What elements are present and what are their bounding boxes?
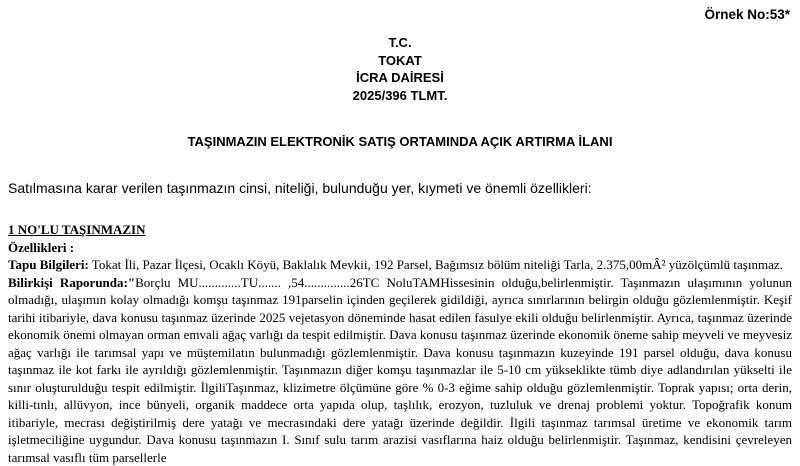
property-heading: 1 NO'LU TAŞINMAZIN <box>8 221 792 239</box>
intro-text: Satılmasına karar verilen taşınmazın cinsi, niteliği, bulunduğu yer, kıymeti ve önemli özellikleri: <box>8 180 592 196</box>
header-line-office: İCRA DAİRESİ <box>0 69 800 87</box>
features-label: Özellikleri : <box>8 239 792 257</box>
tapu-text: Tokat İli, Pazar İlçesi, Ocaklı Köyü, Baklalık Mevkii, 192 Parsel, Bağımsız bölüm niteliği Tarla, 2.375,00mÂ² yüzölçümlü taşınmaz. <box>89 257 783 272</box>
header-line-file-number: 2025/396 TLMT. <box>0 87 800 105</box>
header-line-city: TOKAT <box>0 52 800 70</box>
report-label: Bilirkişi Raporunda:" <box>8 275 135 290</box>
property-section <box>8 221 792 466</box>
tapu-info <box>8 256 792 274</box>
header-line-tc: T.C. <box>0 34 800 52</box>
tapu-label: Tapu Bilgileri: <box>8 257 89 272</box>
page-title: TAŞINMAZIN ELEKTRONİK SATIŞ ORTAMINDA AÇIK ARTIRMA İLANI <box>0 134 800 149</box>
document-header <box>0 34 800 104</box>
report-text: Borçlu MU.............TU....... ,54..............26TC NoluTAMHissesinin olduğu,belirlenmiştir. Taşınmazın ulaşımının yolunun olmadığı, ulaşımın kolay olmadığı komşu taşınmaz 191parselin içinden geçilerek gidildiği, ayrıca sınırlarının belirgin olduğu gözlemlenmiştir. Keşif tarihi itibariyle, dava konusu taşınmaz üzerinde 2025 vejetasyon döneminde hasat edilen fasulye ekili olduğu belirlenmiştir. Ayrıca, taşınmaz üzerinde ekonomik önemi olmayan orman emvali ağaç varlığı da tespit edilmiştir. Dava konusu taşınmaz üzerinde ekonomik öneme sahip meyveli ve meyvesiz ağaç varlığı ile tarımsal yapı ve müştemilatın bulunmadığı gözlemlenmiştir. Dava konusu taşınmazın kuzeyinde 191 parsel olduğu, dava konusu taşınmaz ile kot farkı ile ayrıldığı gözlemlenmiştir. Taşınmazın diğer komşu taşınmazlar ile 5-10 cm yükseklikte tümb diye adlandırılan yükselti ile sınır oluşturulduğu tespit edilmiştir. İlgiliTaşınmaz, klizimetre ölçümüne göre % 0-3 eğime sahip olduğu gözlemlenmiştir. Toprak yapısı; orta derin, killi-tınlı, allüvyon, ince bünyeli, organik maddece orta yapıda olup, taşlılık, erozyon, tuzluluk ve drenaj problemi yoktur. Topoğrafik konum itibariyle, mecrası değiştirilmiş dere yatağı ve mecrasındaki dere yatağı üzerinde değildir. İlgili taşınmaz tarımsal üretime ve ekonomik tarım işletmeciliğine uygundur. Dava konusu taşınmazın I. Sınıf sulu tarım arazisi vasıflarına haiz olduğu belirlenmiştir. Taşınmaz, kendisini çevreleyen tarımsal vasıflı tüm parsellerle <box>8 275 792 465</box>
expert-report <box>8 274 792 466</box>
example-number: Örnek No:53* <box>704 7 790 22</box>
